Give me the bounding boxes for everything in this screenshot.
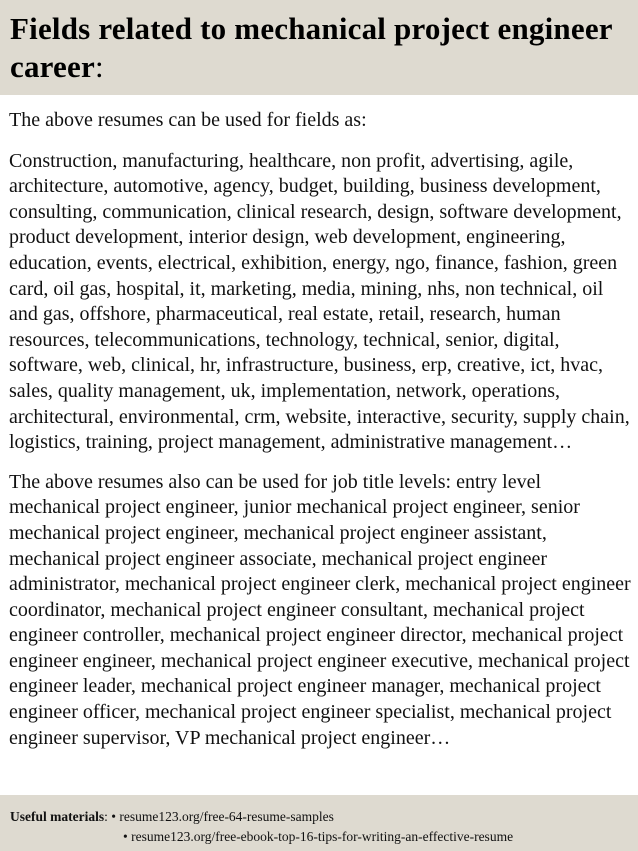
useful-materials-footer — [0, 795, 638, 851]
page-title-text: Fields related to mechanical project engineer career — [10, 11, 613, 84]
footer-separator: : — [104, 809, 112, 824]
fields-intro: The above resumes can be used for fields as: — [9, 109, 367, 131]
footer-line-2 — [10, 827, 638, 847]
title-banner — [0, 0, 638, 95]
body-content — [9, 108, 633, 795]
page-title-colon: : — [94, 49, 104, 84]
footer-line-1 — [10, 807, 638, 827]
useful-materials-label: Useful materials — [10, 809, 105, 824]
resume-samples-link[interactable]: • resume123.org/free-64-resume-samples — [111, 809, 334, 824]
ebook-tips-link[interactable]: • resume123.org/free-ebook-top-16-tips-for-writing-an-effective-resume — [123, 829, 514, 844]
page-title — [10, 10, 630, 86]
fields-list: Construction, manufacturing, healthcare, non profit, advertising, agile, architecture, automotive, agency, budget, building, business development, consulting, communication, clinical research, design, software development, product development, interior design, web development, engineering, education, events, electrical, exhibition, energy, ngo, finance, fashion, green card, oil gas, hospital, it, marketing, media, mining, nhs, non technical, oil and gas, offshore, pharmaceutical, real estate, retail, research, human resources, telecommunications, technology, technical, senior, digital, software, web, clinical, hr, infrastructure, business, erp, creative, ict, hvac, sales, quality management, uk, implementation, network, operations, architectural, environmental, crm, website, interactive, security, supply chain, logistics, training, project management, administrative management… — [9, 149, 630, 454]
job-title-levels: The above resumes also can be used for job title levels: entry level mechanical project engineer, junior mechanical project engineer, senior mechanical project engineer, mechanical project engineer assistant, mechanical project engineer associate, mechanical project engineer administrator, mechanical project engineer clerk, mechanical project engineer coordinator, mechanical project engineer consultant, mechanical project engineer controller, mechanical project engineer director, mechanical project engineer engineer, mechanical project engineer executive, mechanical project engineer leader, mechanical project engineer manager, mechanical project engineer officer, mechanical project engineer specialist, mechanical project engineer supervisor, VP mechanical project engineer… — [9, 470, 631, 749]
